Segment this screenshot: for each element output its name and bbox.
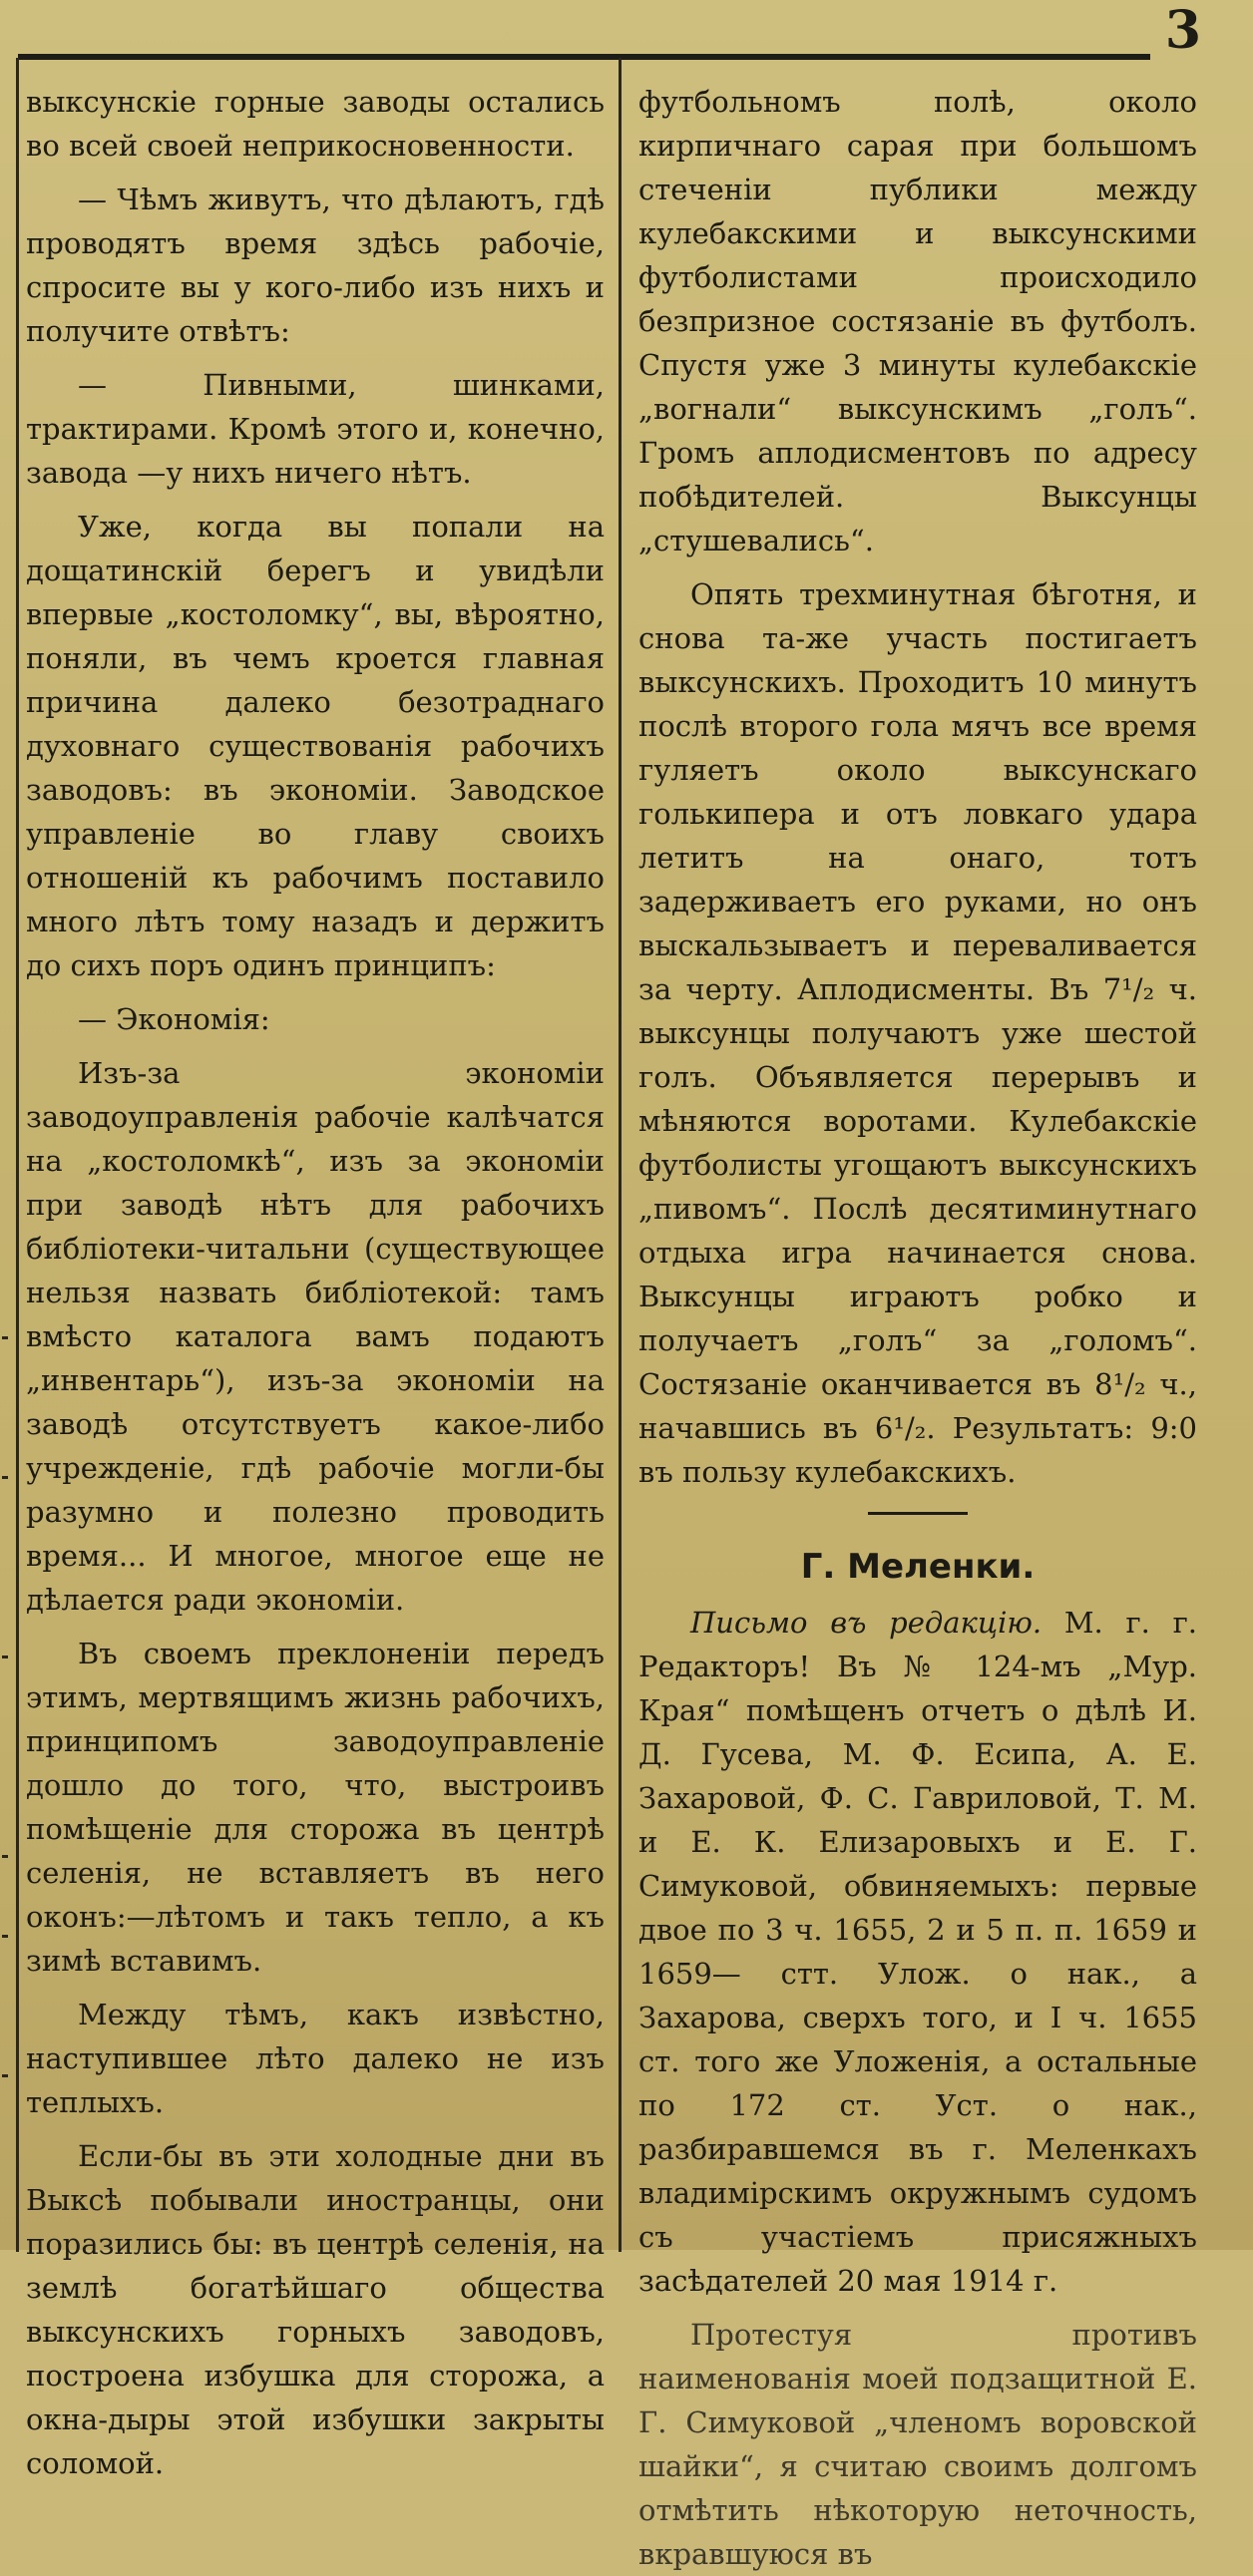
left-margin-marks [0, 60, 12, 2244]
letter-paragraph-continued: Протестуя противъ наименованія моей подзащитной Е. Г. Симуковой „членомъ воровской шайки“, я считаю своимъ долгомъ отмѣтить нѣкоторую неточность, вкравшуюся въ [638, 2318, 1197, 2571]
article-paragraph: выксунскіе горные заводы остались во всей своей неприкосновенности. [26, 85, 605, 163]
left-border-rule [16, 58, 19, 2252]
article-paragraph: Въ своемъ преклоненіи передъ этимъ, мертвящимъ жизнь рабочихъ, принципомъ заводоуправленіе дошло до того, что, выстроивъ помѣщеніе для сторожа въ центрѣ селенія, не вставляетъ въ него оконъ:—лѣтомъ и такъ тепло, а къ зимѣ вставимъ. [26, 1637, 605, 1978]
header-rule [18, 54, 1150, 60]
letter-lead: Письмо въ редакцію. [690, 1606, 1043, 1640]
article-paragraph: футбольномъ полѣ, около кирпичнаго сарая при большомъ стеченіи публики между кулебакскими и выксунскими футболистами происходило безпризное состязаніе въ футболъ. Спустя уже 3 минуты кулебакскіе „вогнали“ выксунскимъ „голъ“. Громъ аплодисментовъ по адресу побѣдителей. Выксунцы „стушевались“. [638, 85, 1197, 557]
letter-body: М. г. г. Редакторъ! Въ № 124-мъ „Мур. Края“ помѣщенъ отчетъ о дѣлѣ И. Д. Гусева, М. Ф. Есипа, А. Е. Захаровой, Ф. С. Гавриловой, Т. М. и Е. К. Елизаровыхъ и Е. Г. Симуковой, обвиняемыхъ: первые двое по 3 ч. 1655, 2 и 5 п. п. 1659 и 1659— стт. Улож. о нак., а Захарова, сверхъ того, и I ч. 1655 ст. того же Уложенія, а остальные по 172 ст. Уст. о нак., разбиравшемся въ г. Меленкахъ владимірскимъ окружнымъ судомъ съ участіемъ присяжныхъ засѣдателей 20 мая 1914 г. [638, 1606, 1197, 2298]
page-number: 3 [1164, 0, 1201, 61]
article-paragraph: Уже, когда вы попали на дощатинскій берегъ и увидѣли впервые „костоломку“, вы, вѣроятно, поняли, въ чемъ кроется главная причина далеко безотраднаго духовнаго существованія рабочихъ заводовъ: въ экономіи. Заводское управленіе во главу своихъ отношеній къ рабочимъ поставило много лѣтъ тому назадъ и держитъ до сихъ поръ одинъ принципъ: [26, 510, 605, 982]
column-divider [619, 58, 622, 2252]
article-paragraph: — Пивными, шинками, трактирами. Кромѣ этого и, конечно, завода —у нихъ ничего нѣтъ. [26, 368, 605, 490]
article-paragraph: Опять трехминутная бѣготня, и снова та-же участь постигаетъ выксунскихъ. Проходитъ 10 минутъ послѣ второго гола мячъ все время гуляетъ около выксунскаго голькипера и отъ ловкаго удара летитъ на онаго, тотъ задерживаетъ его руками, но онъ выскальзываетъ и переваливается за черту. Аплодисменты. Въ 7¹/₂ ч. выксунцы получаютъ уже шестой голъ. Объявляется перерывъ и мѣняются воротами. Кулебакскіе футболисты угощаютъ выксунскихъ „пивомъ“. Послѣ десятиминутнаго отдыха игра начинается снова. Выксунцы играютъ робко и получаетъ „голъ“ за „голомъ“. Состязаніе оканчивается въ 8¹/₂ ч., начавшись въ 6¹/₂. Результатъ: 9:0 въ пользу кулебакскихъ. [638, 577, 1197, 1489]
article-paragraph: — Чѣмъ живутъ, что дѣлаютъ, гдѣ проводятъ время здѣсь рабочіе, спросите вы у кого-либо изъ нихъ и получите отвѣтъ: [26, 183, 605, 348]
section-separator [868, 1512, 968, 1515]
article-paragraph: Если-бы въ эти холодные дни въ Выксѣ побывали иностранцы, они поразились бы: въ центрѣ селенія, на землѣ богатѣйшаго общества выксунскихъ горныхъ заводовъ, построена избушка для сторожа, а окна-дыры этой избушки закрыты соломой. [26, 2139, 605, 2480]
article-paragraph: Изъ-за экономіи заводоуправленія рабочіе калѣчатся на „костоломкѣ“, изъ за экономіи при заводѣ нѣтъ для рабочихъ библіотеки-читальни (существующее нельзя назвать библіотекой: тамъ вмѣсто каталога вамъ подаютъ „инвентарь“), изъ-за экономіи на заводѣ отсутствуетъ какое-либо учрежденіе, гдѣ рабочіе могли-бы разумно и полезно проводить время... И многое, многое еще не дѣлается ради экономіи. [26, 1056, 605, 1617]
article-paragraph: — Экономія: [78, 1002, 270, 1036]
right-column [638, 80, 1197, 2571]
article-paragraph: Между тѣмъ, какъ извѣстно, наступившее лѣто далеко не изъ теплыхъ. [26, 1998, 605, 2119]
left-column [26, 80, 605, 2480]
section-heading: Г. Меленки. [800, 1547, 1036, 1587]
letter-paragraph [638, 1601, 1197, 2303]
